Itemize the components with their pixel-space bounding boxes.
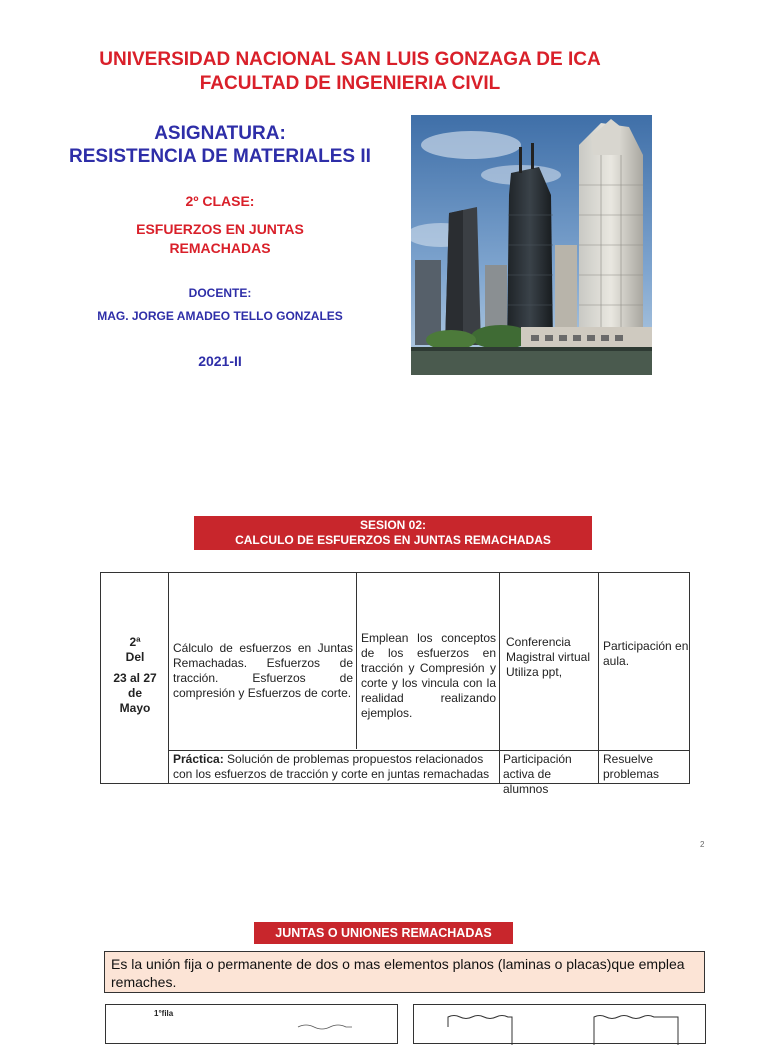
strategy-cell: Conferencia Magistral virtual Utiliza ppt, [506,635,591,679]
schedule-table [100,572,690,796]
topic-line-1: ESFUERZOS EN JUNTAS [136,221,304,237]
faculty-title: FACULTAD DE INGENIERIA CIVIL [199,73,501,94]
course-block [40,122,400,168]
table-divider [356,573,357,749]
practice-cell [173,752,497,782]
definition-box: Es la unión fija o permanente de dos o mas elementos planos (laminas o placas)que emplea remaches. [104,951,705,993]
session-title: CALCULO DE ESFUERZOS EN JUNTAS REMACHADAS [235,533,551,547]
section-banner: JUNTAS O UNIONES REMACHADAS [254,922,513,944]
table-divider [499,573,500,783]
university-title: UNIVERSIDAD NACIONAL SAN LUIS GONZAGA DE ICA [99,49,601,70]
class-label: 2º CLASE: [185,193,255,209]
session-banner [194,516,592,550]
content-cell: Cálculo de esfuerzos en Juntas Remachadas. Esfuerzos de tracción. Esfuerzos de compresión y Esfuerzos de corte. [173,641,353,700]
course-label: ASIGNATURA: [154,123,286,144]
course-name: RESISTENCIA DE MATERIALES II [69,146,371,167]
evaluation-cell: Participación en aula. [603,639,689,668]
plate-sketch [296,1019,356,1045]
figure-label: 1°fila [154,1009,174,1018]
teacher-name: MAG. JORGE AMADEO TELLO GONZALES [97,309,343,323]
table-divider [598,573,599,783]
table-divider [168,750,689,751]
practice-label: Práctica: [173,752,224,766]
rivet-figure-right [413,1004,706,1044]
page-number: 2 [700,840,705,849]
objective-cell: Emplean los conceptos de los esfuerzos en tracción y Compresión y corte y los vincula con la realidad realizando ejemplos. [361,631,496,720]
skyscraper-photo [411,115,652,375]
rivet-figure-left [105,1004,398,1044]
session-number: SESION 02: [359,518,427,532]
teacher-label: DOCENTE: [188,286,252,300]
plate-sketch [444,1011,684,1045]
table-divider [168,573,169,783]
practice-strategy-cell: Participación activa de alumnos [503,752,572,796]
topic-line-2: REMACHADAS [169,240,271,256]
practice-text: Solución de problemas propuestos relacionados con los esfuerzos de tracción y corte en juntas remachadas [173,752,490,781]
week-cell: 2ª Del 23 al 27 de Mayo [113,635,157,715]
academic-period: 2021-II [198,353,242,369]
practice-eval-cell: Resuelve problemas [603,752,660,781]
